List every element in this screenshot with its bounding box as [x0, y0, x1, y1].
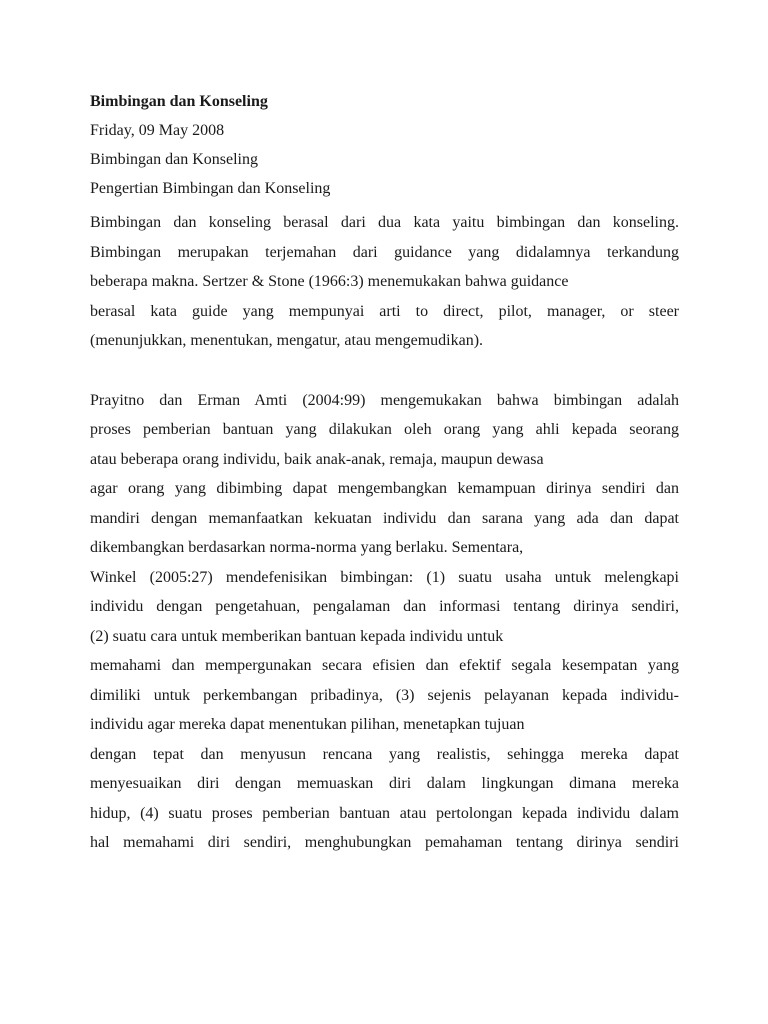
document-title: Bimbingan dan Konseling — [90, 93, 268, 110]
paragraph-1 — [90, 208, 679, 356]
post-date: Friday, 09 May 2008 — [90, 122, 225, 139]
paragraph-line: mandiri dengan memanfaatkan kekuatan individu dan sarana yang ada dan dapat — [90, 509, 679, 527]
paragraph-line: atau beberapa orang individu, baik anak-anak, remaja, maupun dewasa — [90, 450, 544, 468]
paragraph-line: individu agar mereka dapat menentukan pilihan, menetapkan tujuan — [90, 716, 525, 733]
paragraph-line: Bimbingan merupakan terjemahan dari guidance yang didalamnya terkandung — [90, 243, 679, 261]
spacer — [90, 356, 679, 386]
paragraph-line: berasal kata guide yang mempunyai arti to direct, pilot, manager, or steer — [90, 302, 679, 320]
paragraph-line: hal memahami diri sendiri, menghubungkan pemahaman tentang dirinya sendiri — [90, 834, 679, 851]
paragraph-line: agar orang yang dibimbing dapat mengembangkan kemampuan dirinya sendiri dan — [90, 480, 679, 497]
document-page — [90, 88, 679, 858]
section-heading: Bimbingan dan Konseling — [90, 151, 258, 168]
subsection-heading: Pengertian Bimbingan dan Konseling — [90, 180, 331, 197]
paragraph-2 — [90, 386, 679, 858]
paragraph-line: individu dengan pengetahuan, pengalaman dan informasi tentang dirinya sendiri, — [90, 598, 679, 615]
paragraph-line: memahami dan mempergunakan secara efisien dan efektif segala kesempatan yang — [90, 657, 679, 674]
paragraph-line: menyesuaikan diri dengan memuaskan diri dalam lingkungan dimana mereka — [90, 775, 679, 792]
paragraph-line: hidup, (4) suatu proses pemberian bantuan atau pertolongan kepada individu dalam — [90, 804, 679, 822]
paragraph-line: (menunjukkan, menentukan, mengatur, atau mengemudikan). — [90, 332, 484, 349]
paragraph-line: Bimbingan dan konseling berasal dari dua kata yaitu bimbingan dan konseling. — [90, 214, 679, 231]
paragraph-line: dengan tepat dan menyusun rencana yang realistis, sehingga mereka dapat — [90, 745, 679, 763]
paragraph-line: Prayitno dan Erman Amti (2004:99) mengemukakan bahwa bimbingan adalah — [90, 391, 679, 409]
paragraph-line: beberapa makna. Sertzer & Stone (1966:3) menemukakan bahwa guidance — [90, 273, 569, 290]
paragraph-line: proses pemberian bantuan yang dilakukan oleh orang yang ahli kepada seorang — [90, 421, 679, 438]
paragraph-line: Winkel (2005:27) mendefenisikan bimbingan: (1) suatu usaha untuk melengkapi — [90, 568, 679, 586]
paragraph-line: dimiliki untuk perkembangan pribadinya, (3) sejenis pelayanan kepada individu- — [90, 686, 679, 704]
paragraph-line: dikembangkan berdasarkan norma-norma yang berlaku. Sementara, — [90, 539, 524, 556]
paragraph-line: (2) suatu cara untuk memberikan bantuan kepada individu untuk — [90, 627, 504, 645]
